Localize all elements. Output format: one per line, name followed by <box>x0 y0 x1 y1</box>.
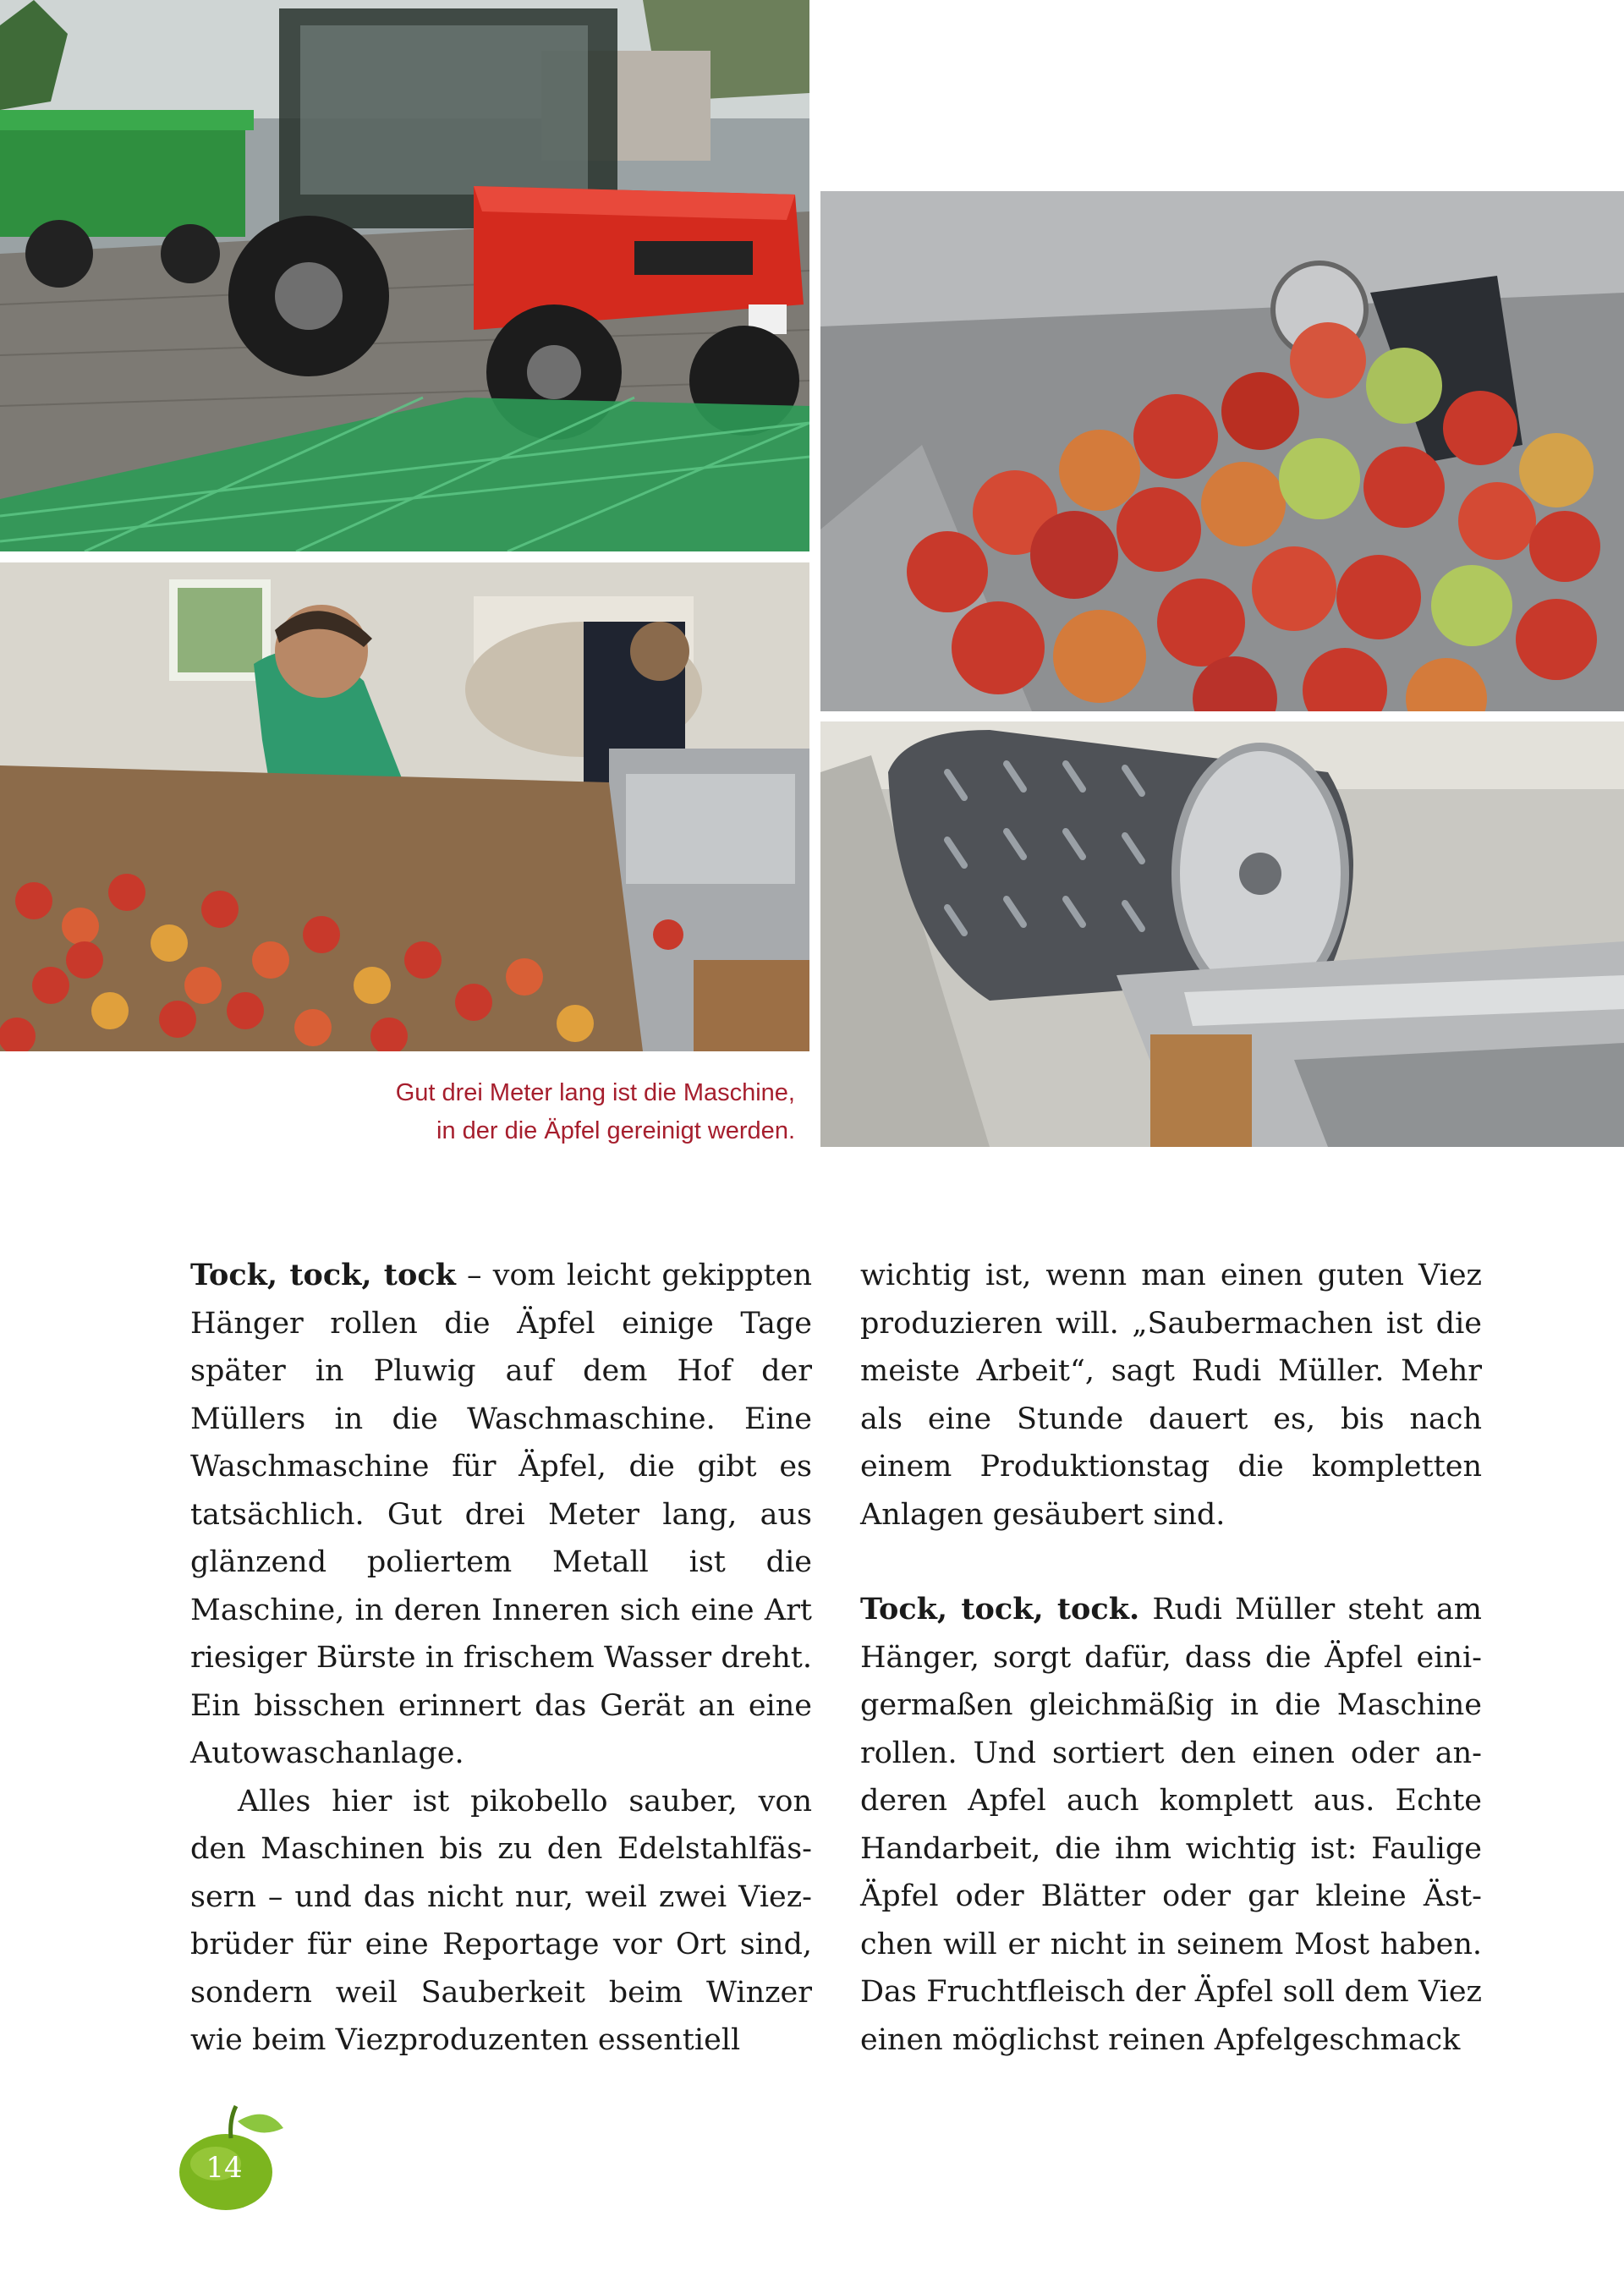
paragraph <box>860 1586 1482 2064</box>
caption-line-2: in der die Äpfel gereinigt werden. <box>436 1117 795 1144</box>
paragraph <box>190 1252 812 1778</box>
paragraph-text: Rudi Müller steht am Hänger, sorgt dafür, dass die Äpfel einigermaßen gleichmäßig in die Maschine rollen. Und sortiert den einen oder anderen Apfel auch komplett aus. Echte Handarbeit, die ihm wichtig ist: Faulige Äpfel oder Blätter oder gar kleine Ästchen will er nicht in seinem Most haben. Das Fruchtfleisch der Äpfel soll dem Viez einen möglichst reinen Apfelgeschmack <box>860 1593 1482 2057</box>
paragraph-text: wichtig ist, wenn man einen guten Viez produzieren will. „Saubermachen ist die meiste Arbeit“, sagt Rudi Müller. Mehr als eine Stunde dauert es, bis nach einem Produktionstag die kompletten Anlagen gesäubert sind. <box>860 1259 1482 1532</box>
photo-apples-in-washer <box>820 191 1624 711</box>
photo-tractor-with-trailer <box>0 0 809 551</box>
paragraph <box>860 1252 1482 1539</box>
body-column-left <box>190 1252 812 2065</box>
paragraph-lead: Tock, tock, tock <box>190 1258 456 1292</box>
paragraph-text: Alles hier ist pikobello sauber, von den Maschinen bis zu den Edelstahlfässern – und das nicht nur, weil zwei Viezbrüder für eine Reportage vor Ort sind, sondern weil Sauberkeit beim Winzer wie beim Viezproduzenten essentiell <box>190 1784 812 2057</box>
body-column-right <box>860 1252 1482 2064</box>
photo-caption <box>254 1074 795 1150</box>
page-number: 14 <box>206 2151 243 2185</box>
paragraph <box>190 1778 812 2065</box>
paragraph-text: – vom leicht gekippten Hänger rollen die Äpfel einige Tage später in Pluwig auf dem Hof der Müllers in die Waschmaschine. Eine Waschmaschine für Äpfel, die gibt es tatsächlich. Gut drei Meter lang, aus glänzend poliertem Metall ist die Maschine, in deren Inneren sich eine Art riesiger Bürste in frischem Wasser dreht. Ein bisschen erinnert das Gerät an eine Autowaschanlage. <box>190 1259 812 1770</box>
page-number-badge <box>165 2104 292 2219</box>
caption-line-1: Gut drei Meter lang ist die Maschine, <box>395 1079 795 1106</box>
photo-man-sorting-apples <box>0 562 809 1051</box>
photo-washing-drum <box>820 721 1624 1147</box>
paragraph-lead: Tock, tock, tock. <box>860 1592 1140 1626</box>
